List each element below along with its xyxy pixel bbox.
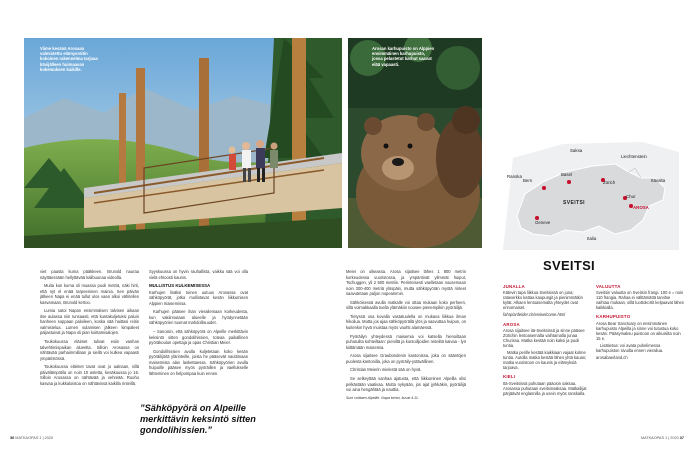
info-box-title: SVEITSI — [543, 258, 595, 273]
info-link[interactable]: fahrplanfelder.ch/en/welcome.html — [503, 312, 566, 318]
bear-photo-caption: Arosan karhupuisto on Alppien ensimmäinen karhupuisto, jossa pelastetut karhut saavat elää vapaasti. — [372, 46, 435, 67]
info-heading: AROSA — [503, 321, 520, 327]
magazine-name: MATKAOPAS 1 | 2020 — [15, 436, 54, 440]
magazine-name: MATKAOPAS 1 | 2020 — [640, 436, 679, 440]
bear-illustration — [348, 38, 482, 248]
paragraph: Meier on oikeassa. Arosa sijaitsee lähes 1 800 metrin korkeudessa vuoristossa, ja ympäröivät ylimmät huiput, Tschuggen, yli 2 500 metriin. Perinteisesti vaelletaan nousemaan noin 300-400 metriä ylöspäin, mutta sähköpyörän myötä rinteet saavutetaan paljon nopeammin. — [346, 269, 466, 296]
city-dot-bern — [542, 186, 546, 190]
article-column-2 — [149, 269, 248, 379]
page-number: 37 — [679, 436, 684, 440]
article-column-1 — [40, 269, 139, 389]
info-heading: VALUUTTA — [596, 284, 621, 289]
info-text: Itä-Sveitsissä puhutaan pääosin saksaa. Arosassa puhutaan sveitsinsaksaa. Matkailijat pärjäävät englannilla ja usein myös ranskalla. — [503, 380, 587, 396]
info-text: Lisätietoa: voi avata puhelimessa karhupuiston sivuilta ennen vierailua. — [596, 342, 664, 354]
map-label-saksa: Saksa — [570, 148, 583, 153]
paragraph: Gondolihissien avulla kuljetetaan koko kesän pyöräilijöitä ylärinteille, joista he pääsevät nauttimaan maisemista alas laskettaessa. Sähköpyörien avulla huipuille pääsee myös pyöräillen ja vaellukselle lähteminen on helpompaa kuin ennen. — [149, 348, 248, 376]
paragraph: Tietyssä osa kovalla vastatuulella on mukava liikkua ilman hikoilua. Mutta jos ajaa sähköpyörällä ylös ja saavuttaa huipun, on kuitenkin hyvä muistaa myös vauhti alamäessä. — [346, 313, 466, 330]
footer-left — [10, 436, 53, 440]
city-dot-geneve — [535, 216, 539, 220]
paragraph: Sähköisessä avulla matkalle voi ottaa mukaan koko perheen, sillä voimakkaalla tuella ylämäkiin nousee pienempikin pyöräilijä. — [346, 299, 466, 311]
info-text: Kätevin tapa liikkua Sveitsissä on juna; rataverkko kattaa kaupungit ja pienimmätkin kylät. Alkaen lentoasemalta yhteydet ovat erinomaiset. — [503, 290, 583, 311]
map-label-italia: Italia — [587, 236, 597, 241]
info-heading: JUNALLA — [503, 284, 525, 289]
info-link[interactable]: arosabaerland.ch — [596, 355, 628, 361]
paragraph: – Sanoisin, että sähköpyörä on Alpeille merkittävin keksintö sitten gondolihissien, toteaa paikallinen pyöräkoulun opettaja ja opas Christian Meier. — [149, 329, 248, 346]
map-label-zurich: Zürich — [603, 180, 616, 185]
map-label-basel: Basel — [561, 172, 572, 177]
paragraph: viet paasta kuma pääkkeen. Brunold nauraa näyttäessään hellyttävää kalibuunaa videolla. — [40, 269, 139, 280]
paragraph: Se selkeyttää vanhaa ajatusta, että liikkuminen Alpeilla olisi pelkästään vaativaa. Mutta nykyään, jos ajat jyrkkäkin, pyöräilijä voi aina hengähtää ja nauttia. — [346, 376, 466, 393]
paragraph: Muita kun kuma oli muassa puoli metriä, näki hirti, että nyt el enää tarpeeninen mainia. Sen päivän jälkeen Napa ei enää tullut ulos vaan alkoi vähitellen kasvamaan, Brunold kertoo. — [40, 283, 139, 305]
paragraph: Lumia satoi Napan ensimmäisen talvisen aikaan itse aulassa niin runsaasti, että kuntakuljetuksi paluin hanheen soppaan paloileen, koska sää haittasi reitin valmistelua. Lumen sulamisen jälkeen kimpaleet paljastuivat ja Napa oli pian koittamisalojen. — [40, 308, 139, 336]
map-label-sveitsi: SVEITSI — [563, 200, 585, 206]
map-label-bern: Bern — [523, 178, 533, 183]
map-label-ranska: Ranska — [507, 174, 522, 179]
info-heading: KARHUPUISTO — [596, 314, 631, 320]
paragraph: Arosa sijaitsee Graubündenin kantonissa, joka on sääntöjen puolesta kantonilla, joka on pyöräily-ystävällinen. — [346, 353, 466, 364]
paragraph: Christian Meierin mielestä sää on hyvä. — [350, 367, 422, 373]
paragraph: Toukokuussa eläimet tulivat esiin vanhan talvehtimispaikan alueelta. Silloin Arosassa on nähtävää parhaimmillaan ja siellä voi kulkea vapaasti ympäristössä. — [40, 339, 139, 361]
map-label-geneve: Geneve — [535, 220, 551, 225]
info-text: Matka perille kestää kaikkiaan vajaat kolme tuntia. Autolla matka kestää lähes yhtä kauan; matka vuoristoon on kaunis ja elämyksiä tarjoava. — [503, 350, 587, 371]
paragraph: Karhujen lisäksi toinen uutuus Arosassa ovat sähköpyörät, jotka mullistavat kesän liikkumisen Alppien maisemissa. — [149, 289, 248, 306]
page-number: 36 — [10, 436, 15, 440]
paragraph: Karhujen pääsee ihan vierailemaan korkeudesta, kun vakiinnutaan alueelle ja hyödynnetään sähköpyörien tuomat mahdollisuudet. — [149, 309, 248, 326]
city-dot-basel — [567, 180, 571, 184]
info-heading: KIELI — [503, 374, 516, 380]
bear-photo — [348, 38, 482, 248]
info-column-right — [596, 280, 684, 362]
paragraph: Pyöräilyn yhteydessä maisemia voi katsella hienoiltaan puhutuilta kohteiltaan: pieniltä ja kuntoilijoiden reiteiltä kaivaa - lyö kiittämään maisemia. — [346, 333, 466, 350]
article-column-3 — [346, 269, 466, 405]
info-text: Sveitsin valuutta on Sveitsin frangi. 100 e = noin 110 frangia. Rahaa ei välttämättä tarvitse vaihtaa mukaan, sillä luottokortit kelpaavat lähes kaikkialla. — [596, 290, 684, 311]
paragraph: Syyskuussa on hyvin rauhallista, vaikka sää voi olla vielä ehtoosti kaunis. — [149, 269, 248, 280]
switzerland-map — [503, 138, 679, 250]
map-label-chur: Chur — [626, 194, 636, 199]
photo-credit: Suni voittaen Alpeille. Napa kertoi, kuvat 4.11. — [346, 395, 419, 400]
city-dot-arosa — [629, 204, 633, 208]
map-label-liechtenstein: Liechtenstein — [621, 154, 647, 159]
map-label-itavalta: Itävalta — [651, 178, 666, 183]
info-text: Arosa sijaitsee itä-Sveitsissä ja sinne pääsee Zürichin lentoasemalta vaihtamalla junaa Churissa. Matka kestää noin kaksi ja puoli tuntia. — [503, 327, 585, 348]
map-label-arosa: AROSA — [633, 205, 649, 210]
map-shape — [503, 138, 679, 250]
info-column-left — [503, 280, 591, 398]
info-text: Arosa Bear Sanctuary on ensimmäinen karhupuisto Alpeilla ja sinne voi tutustua koko kesän. Pääsymaksu puistoon on aikuisilta noin 15 e. — [596, 320, 681, 341]
walkway-photo-caption: Viime kesänä Arosaan valmistettu elämysreitin kokoinen rakennelma tarjoaa kävijälleen huimaavan kokemuksen kaikille. — [40, 46, 98, 72]
section-heading: MULLISTUS KULKEMISESSA — [149, 283, 211, 289]
pull-quote: ”Sähköpyörä on Alpeille merkittävin keksintö sitten gondolihissien.” — [140, 403, 256, 435]
footer-right — [641, 436, 684, 440]
paragraph: Toukokuussa eläimet tavat ovat jo aalnaan, sillä päivälämpötila on noin 10 astetta, kesäkuussa jo 16. Silloin Arosassa on nähtävää ja vehreää. Ruoho kasvaa ja kukkaloistoa on nähtävissä kaikilla rinteillä. — [40, 364, 139, 386]
